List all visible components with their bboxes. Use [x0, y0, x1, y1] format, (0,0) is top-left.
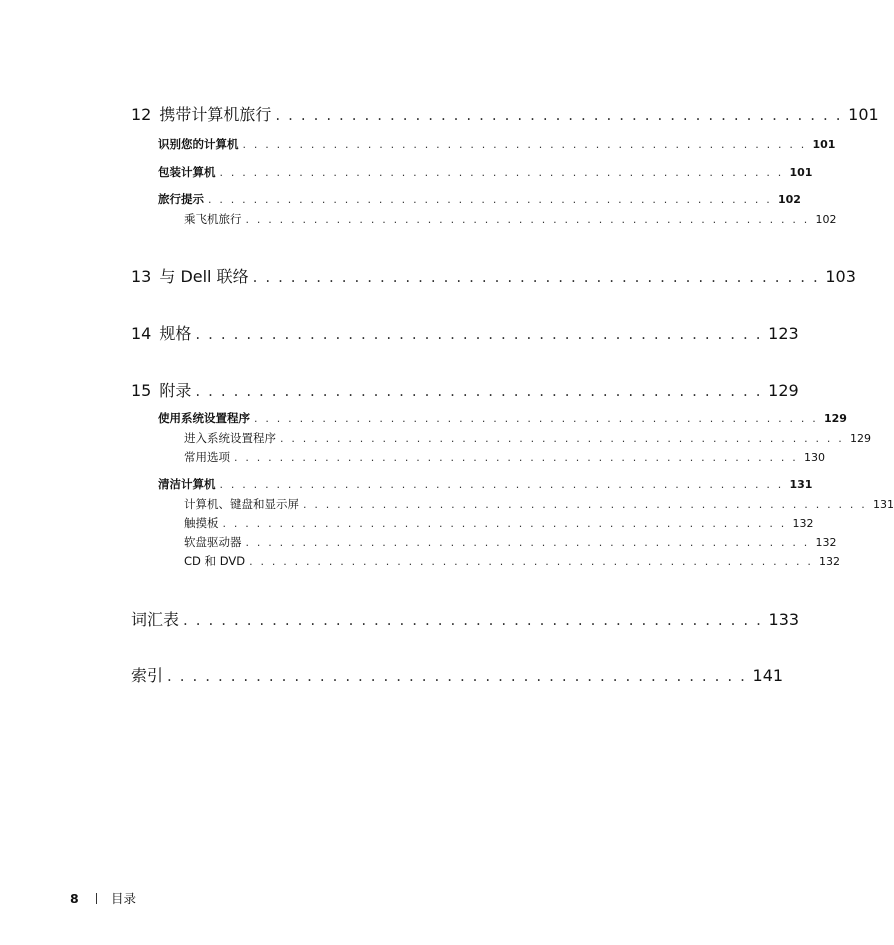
toc-chapter-number: 15	[131, 381, 152, 400]
toc-entry[interactable]	[184, 430, 871, 446]
dot-leader: . . . . . . . . . . . . . . . . . . . . . . . . . . . . . . . . . . . . . . . . . . . . . . . . . .	[254, 412, 818, 425]
toc-page-number: 102	[815, 213, 837, 226]
toc-entry[interactable]	[131, 607, 800, 630]
dot-leader: . . . . . . . . . . . . . . . . . . . . . . . . . . . . . . . . . . . . . . . . . . . . .	[195, 382, 763, 400]
toc-entry-title: 词汇表	[131, 610, 180, 629]
toc-entry-title: 附录	[159, 381, 192, 400]
toc-chapter-number: 12	[131, 105, 152, 124]
toc-entry-title: 旅行提示	[158, 192, 204, 206]
toc-entry[interactable]	[184, 449, 825, 465]
toc-page-number: 129	[849, 432, 871, 445]
dot-leader: . . . . . . . . . . . . . . . . . . . . . . . . . . . . . . . . . . . . . . . . . . . . .	[252, 268, 820, 286]
dot-leader: . . . . . . . . . . . . . . . . . . . . . . . . . . . . . . . . . . . . . . . . . . . . . . . . . .	[303, 498, 867, 511]
toc-entry[interactable]	[158, 410, 847, 426]
dot-leader: . . . . . . . . . . . . . . . . . . . . . . . . . . . . . . . . . . . . . . . . . . . . . . . . . .	[219, 478, 784, 491]
dot-leader: . . . . . . . . . . . . . . . . . . . . . . . . . . . . . . . . . . . . . . . . . . . . .	[195, 325, 763, 343]
toc-entry[interactable]	[158, 191, 801, 207]
dot-leader: . . . . . . . . . . . . . . . . . . . . . . . . . . . . . . . . . . . . . . . . . . . . . . . . . .	[245, 213, 810, 226]
toc-entry[interactable]	[184, 553, 841, 569]
toc-entry-title: 进入系统设置程序	[184, 431, 276, 445]
toc-entry-title: 识别您的计算机	[158, 137, 239, 151]
toc-page-number: 132	[819, 555, 841, 568]
dot-leader: . . . . . . . . . . . . . . . . . . . . . . . . . . . . . . . . . . . . . . . . . . . . .	[275, 106, 843, 124]
toc-page-number: 133	[768, 610, 800, 629]
toc-entry-title: 使用系统设置程序	[158, 411, 250, 425]
toc-entry[interactable]	[131, 663, 784, 686]
dot-leader: . . . . . . . . . . . . . . . . . . . . . . . . . . . . . . . . . . . . . . . . . . . . . . . . . .	[242, 138, 807, 151]
toc-page-number: 129	[768, 381, 799, 400]
toc-page-number: 101	[812, 138, 836, 151]
toc-entry-title: 常用选项	[184, 450, 230, 464]
toc-entry[interactable]	[158, 476, 813, 492]
toc-entry[interactable]	[158, 164, 813, 180]
toc-entry[interactable]	[184, 211, 837, 227]
dot-leader: . . . . . . . . . . . . . . . . . . . . . . . . . . . . . . . . . . . . . . . . . . . . . . . . . .	[245, 536, 810, 549]
toc-page-number: 130	[803, 451, 825, 464]
toc-entry[interactable]	[184, 534, 837, 550]
footer-page-number: 8	[70, 890, 79, 906]
toc-entry[interactable]	[131, 378, 799, 401]
toc-page-number: 132	[792, 517, 814, 530]
toc-entry[interactable]	[131, 321, 799, 344]
toc-entry-title: 规格	[159, 324, 192, 343]
toc-entry[interactable]	[184, 496, 894, 512]
toc-page-number: 123	[768, 324, 799, 343]
dot-leader: . . . . . . . . . . . . . . . . . . . . . . . . . . . . . . . . . . . . . . . . . . . . . . . . . .	[219, 166, 784, 179]
dot-leader: . . . . . . . . . . . . . . . . . . . . . . . . . . . . . . . . . . . . . . . . . . . . . .	[167, 667, 747, 685]
toc-entry-title: CD 和 DVD	[184, 554, 246, 568]
footer-section-title: 目录	[111, 891, 137, 906]
toc-entry-title: 乘飞机旅行	[184, 212, 242, 226]
toc-chapter-number: 13	[131, 267, 152, 286]
toc-entry-title: 包装计算机	[158, 165, 216, 179]
toc-entry-title: 清洁计算机	[158, 477, 216, 491]
toc-page-number: 132	[815, 536, 837, 549]
page-footer	[70, 889, 136, 907]
dot-leader: . . . . . . . . . . . . . . . . . . . . . . . . . . . . . . . . . . . . . . . . . . . . . . . . . .	[234, 451, 798, 464]
toc-entry-title: 索引	[131, 666, 164, 685]
toc-page-number: 129	[823, 412, 847, 425]
dot-leader: . . . . . . . . . . . . . . . . . . . . . . . . . . . . . . . . . . . . . . . . . . . . . . . . . .	[280, 432, 844, 445]
toc-chapter-number: 14	[131, 324, 152, 343]
dot-leader: . . . . . . . . . . . . . . . . . . . . . . . . . . . . . . . . . . . . . . . . . . . . . . . . . .	[249, 555, 814, 568]
dot-leader: . . . . . . . . . . . . . . . . . . . . . . . . . . . . . . . . . . . . . . . . . . . . . .	[183, 611, 763, 629]
toc-entry-title: 触摸板	[184, 516, 219, 530]
footer-divider	[96, 893, 97, 904]
dot-leader: . . . . . . . . . . . . . . . . . . . . . . . . . . . . . . . . . . . . . . . . . . . . . . . . . .	[222, 517, 787, 530]
toc-entry-title: 与 Dell 联络	[159, 267, 249, 286]
toc-page-number: 103	[825, 267, 856, 286]
toc-entry-title: 携带计算机旅行	[159, 105, 272, 124]
toc-entry[interactable]	[131, 102, 879, 125]
toc-entry[interactable]	[184, 515, 814, 531]
toc-page-number: 101	[848, 105, 879, 124]
toc-entry[interactable]	[158, 136, 836, 152]
toc-page-number: 101	[789, 166, 813, 179]
toc-page-number: 102	[777, 193, 801, 206]
toc-page-number: 131	[872, 498, 894, 511]
toc-entry-title: 计算机、键盘和显示屏	[184, 497, 299, 511]
toc-page-number: 131	[789, 478, 813, 491]
toc-entry-title: 软盘驱动器	[184, 535, 242, 549]
toc-entry[interactable]	[131, 264, 856, 287]
toc-page-number: 141	[752, 666, 784, 685]
dot-leader: . . . . . . . . . . . . . . . . . . . . . . . . . . . . . . . . . . . . . . . . . . . . . . . . . .	[208, 193, 772, 206]
